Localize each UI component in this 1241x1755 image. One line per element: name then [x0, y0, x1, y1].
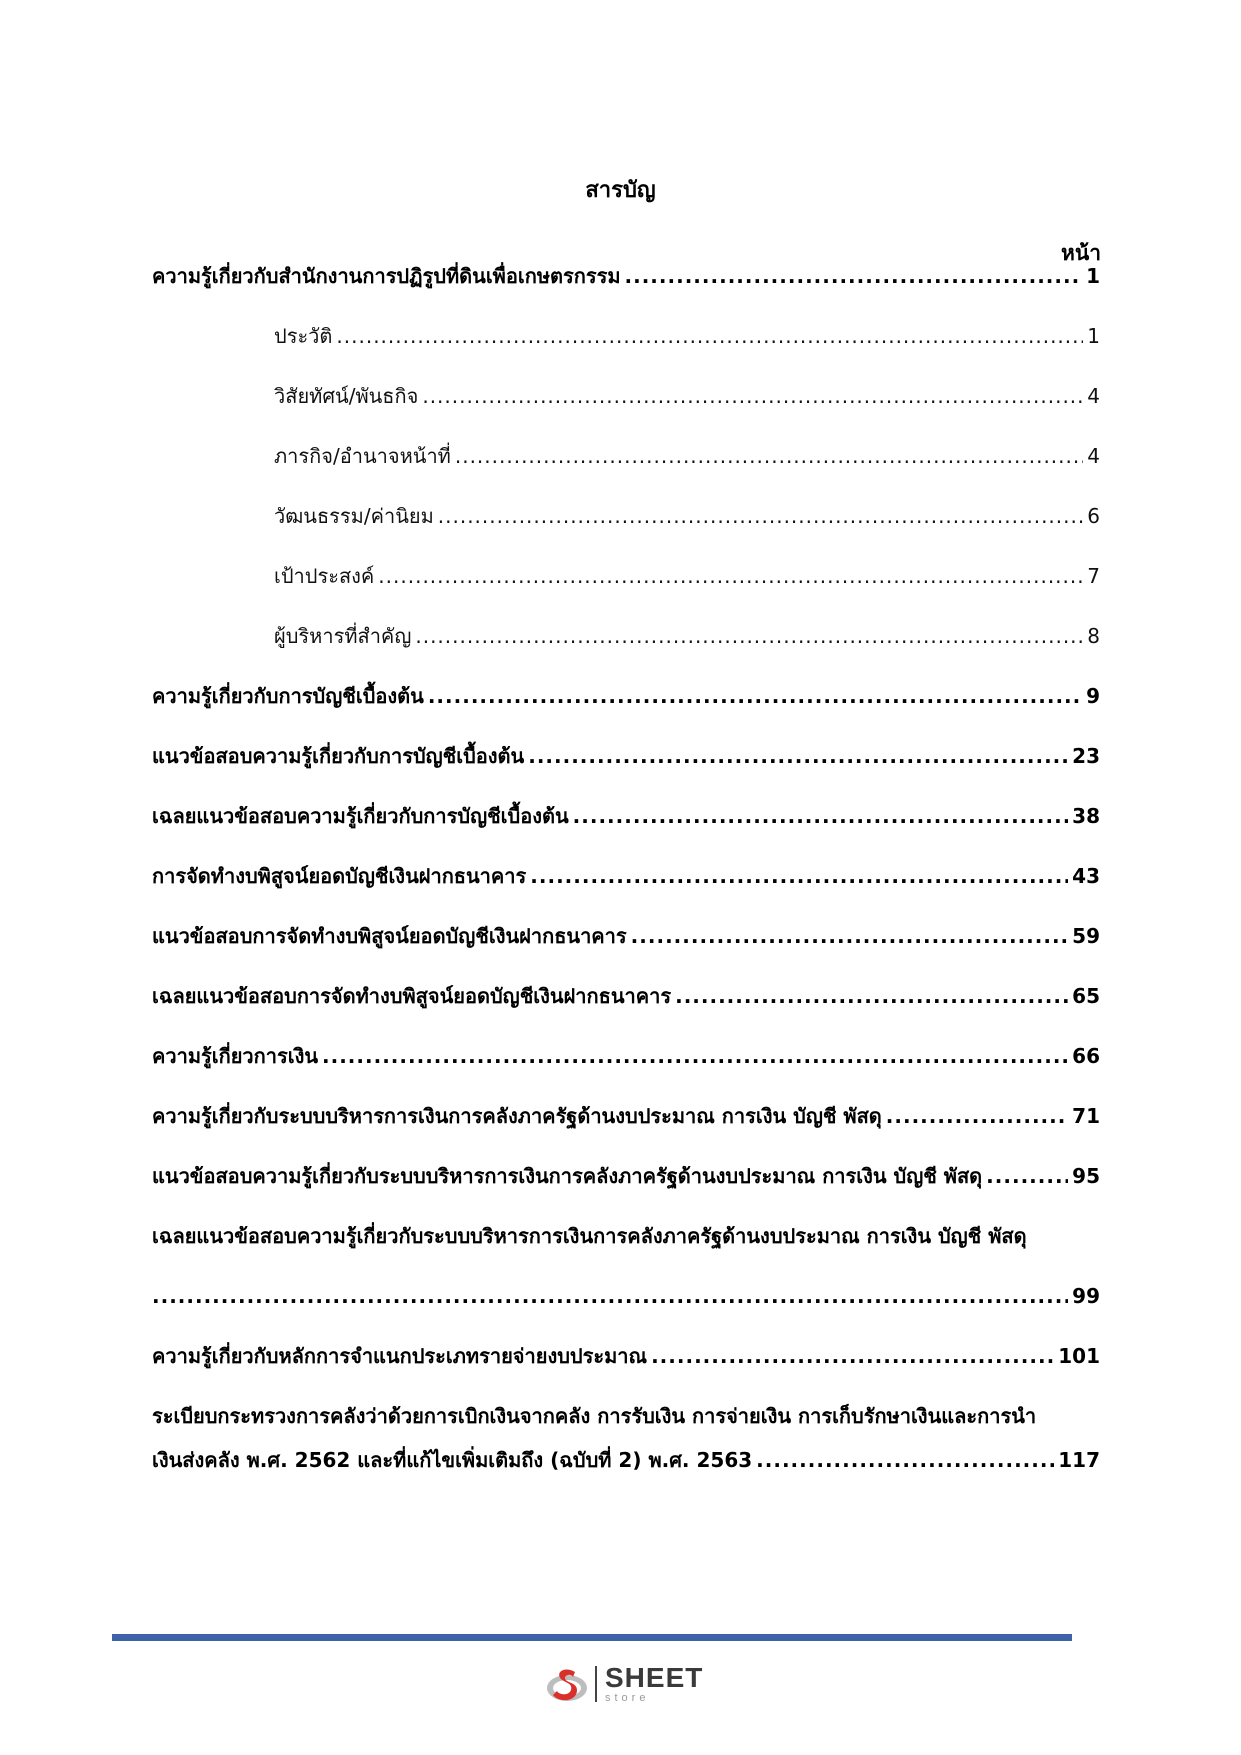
sheet-store-logo-icon	[545, 1662, 589, 1706]
toc-entry-page: 95	[1072, 1164, 1100, 1188]
toc-entry-page: 8	[1087, 624, 1100, 648]
toc-entry-label: เป้าประสงค์	[274, 564, 375, 588]
toc-leader-dots	[756, 1438, 1054, 1482]
toc-entry-label: วิสัยทัศน์/พันธกิจ	[274, 384, 419, 408]
toc-leader-dots	[528, 734, 1068, 778]
toc-entry[interactable]	[152, 794, 1100, 838]
toc-entry-page: 99	[1072, 1284, 1100, 1308]
toc-entry-label: ความรู้เกี่ยวกับหลักการจำแนกประเภทรายจ่ายงบประมาณ	[152, 1344, 648, 1368]
toc-leader-dots	[152, 1274, 1068, 1318]
toc-entry-page: 4	[1087, 444, 1100, 468]
toc-entry-label: ระเบียบกระทรวงการคลังว่าด้วยการเบิกเงินจากคลัง การรับเงิน การจ่ายเงิน การเก็บรักษาเงินและการนำ	[152, 1404, 1037, 1428]
toc-subentry[interactable]	[274, 314, 1100, 358]
toc-entry-label: เฉลยแนวข้อสอบความรู้เกี่ยวกับระบบบริหารการเงินการคลังภาครัฐด้านงบประมาณ การเงิน บัญชี พัสดุ	[152, 1224, 1027, 1248]
toc-entry-label: ประวัติ	[274, 324, 333, 348]
toc-entry-label: ผู้บริหารที่สำคัญ	[274, 624, 412, 648]
toc-entry[interactable]	[152, 674, 1100, 718]
toc-entry[interactable]	[152, 1214, 1100, 1318]
toc-entry[interactable]	[152, 254, 1100, 298]
toc-entry-page: 66	[1072, 1044, 1100, 1068]
toc-entry-page: 117	[1058, 1448, 1100, 1472]
toc-leader-dots	[886, 1094, 1068, 1138]
toc-leader-dots	[428, 674, 1082, 718]
logo-subtext: store	[605, 1692, 650, 1704]
toc-entry-page: 71	[1072, 1104, 1100, 1128]
footer-rule	[112, 1634, 1072, 1641]
sheet-store-logo	[545, 1660, 703, 1708]
toc-entry-label: วัฒนธรรม/ค่านิยม	[274, 504, 434, 528]
toc-entry-page: 101	[1058, 1344, 1100, 1368]
toc-entry-page: 23	[1072, 744, 1100, 768]
toc-entry-page: 7	[1087, 564, 1100, 588]
toc-entry-page: 4	[1087, 384, 1100, 408]
toc-entry[interactable]	[152, 1394, 1100, 1482]
toc-leader-dots	[322, 1034, 1068, 1078]
toc-leader-dots	[455, 434, 1083, 478]
toc-entry-page: 38	[1072, 804, 1100, 828]
toc-entry-label: แนวข้อสอบการจัดทำงบพิสูจน์ยอดบัญชีเงินฝากธนาคาร	[152, 924, 627, 948]
toc-entry-page: 1	[1087, 324, 1100, 348]
toc-leader-dots	[415, 614, 1083, 658]
toc-entry-label: ความรู้เกี่ยวกับการบัญชีเบื้องต้น	[152, 684, 424, 708]
toc-entry-label: ความรู้เกี่ยวกับระบบบริหารการเงินการคลังภาครัฐด้านงบประมาณ การเงิน บัญชี พัสดุ	[152, 1104, 882, 1128]
toc-entry-label: แนวข้อสอบความรู้เกี่ยวกับการบัญชีเบื้องต้น	[152, 744, 525, 768]
toc-leader-dots	[438, 494, 1084, 538]
toc-leader-dots	[422, 374, 1083, 418]
toc-subentry[interactable]	[274, 374, 1100, 418]
toc-entry-label-continuation: เงินส่งคลัง พ.ศ. 2562 และที่แก้ไขเพิ่มเติมถึง (ฉบับที่ 2) พ.ศ. 2563	[152, 1448, 753, 1472]
toc-leader-dots	[651, 1334, 1054, 1378]
toc-leader-dots	[336, 314, 1083, 358]
toc-entry[interactable]	[152, 1034, 1100, 1078]
toc-leader-dots	[530, 854, 1068, 898]
toc-subentry[interactable]	[274, 614, 1100, 658]
toc-entry-page: 43	[1072, 864, 1100, 888]
logo-text	[605, 1664, 703, 1704]
toc-subentry[interactable]	[274, 554, 1100, 598]
toc-entry-page: 9	[1086, 684, 1100, 708]
toc-entry-label: แนวข้อสอบความรู้เกี่ยวกับระบบบริหารการเงินการคลังภาครัฐด้านงบประมาณ การเงิน บัญชี พัสดุ	[152, 1164, 983, 1188]
toc-subentry[interactable]	[274, 494, 1100, 538]
toc-entry[interactable]	[152, 974, 1100, 1018]
toc-entry[interactable]	[152, 1154, 1100, 1198]
toc-entry[interactable]	[152, 1094, 1100, 1138]
toc-entry-page: 65	[1072, 984, 1100, 1008]
toc-entry-label: ความรู้เกี่ยวกับสำนักงานการปฏิรูปที่ดินเพื่อเกษตรกรรม	[152, 264, 621, 288]
toc-entry-label: ภารกิจ/อำนาจหน้าที่	[274, 444, 451, 468]
toc-entry[interactable]	[152, 734, 1100, 778]
toc-leader-dots	[625, 254, 1083, 298]
toc-leader-dots	[631, 914, 1068, 958]
toc-entry-page: 1	[1086, 264, 1100, 288]
toc-entry-label: ความรู้เกี่ยวการเงิน	[152, 1044, 319, 1068]
toc-entry[interactable]	[152, 854, 1100, 898]
logo-wordmark: SHEET	[605, 1662, 704, 1693]
toc-leader-dots	[573, 794, 1069, 838]
toc-entry-label: เฉลยแนวข้อสอบการจัดทำงบพิสูจน์ยอดบัญชีเงินฝากธนาคาร	[152, 984, 672, 1008]
toc-leader-dots	[986, 1154, 1068, 1198]
toc-entry[interactable]	[152, 1334, 1100, 1378]
toc-entry[interactable]	[152, 914, 1100, 958]
page-title: สารบัญ	[585, 178, 656, 203]
toc-entry-page: 6	[1087, 504, 1100, 528]
toc-entry-label: การจัดทำงบพิสูจน์ยอดบัญชีเงินฝากธนาคาร	[152, 864, 527, 888]
logo-separator	[595, 1666, 597, 1702]
toc-leader-dots	[378, 554, 1083, 598]
toc-subentry[interactable]	[274, 434, 1100, 478]
page-column-header: หน้า	[1061, 241, 1101, 265]
toc-leader-dots	[675, 974, 1068, 1018]
toc-entry-label: เฉลยแนวข้อสอบความรู้เกี่ยวกับการบัญชีเบื้องต้น	[152, 804, 569, 828]
toc-entry-page: 59	[1072, 924, 1100, 948]
